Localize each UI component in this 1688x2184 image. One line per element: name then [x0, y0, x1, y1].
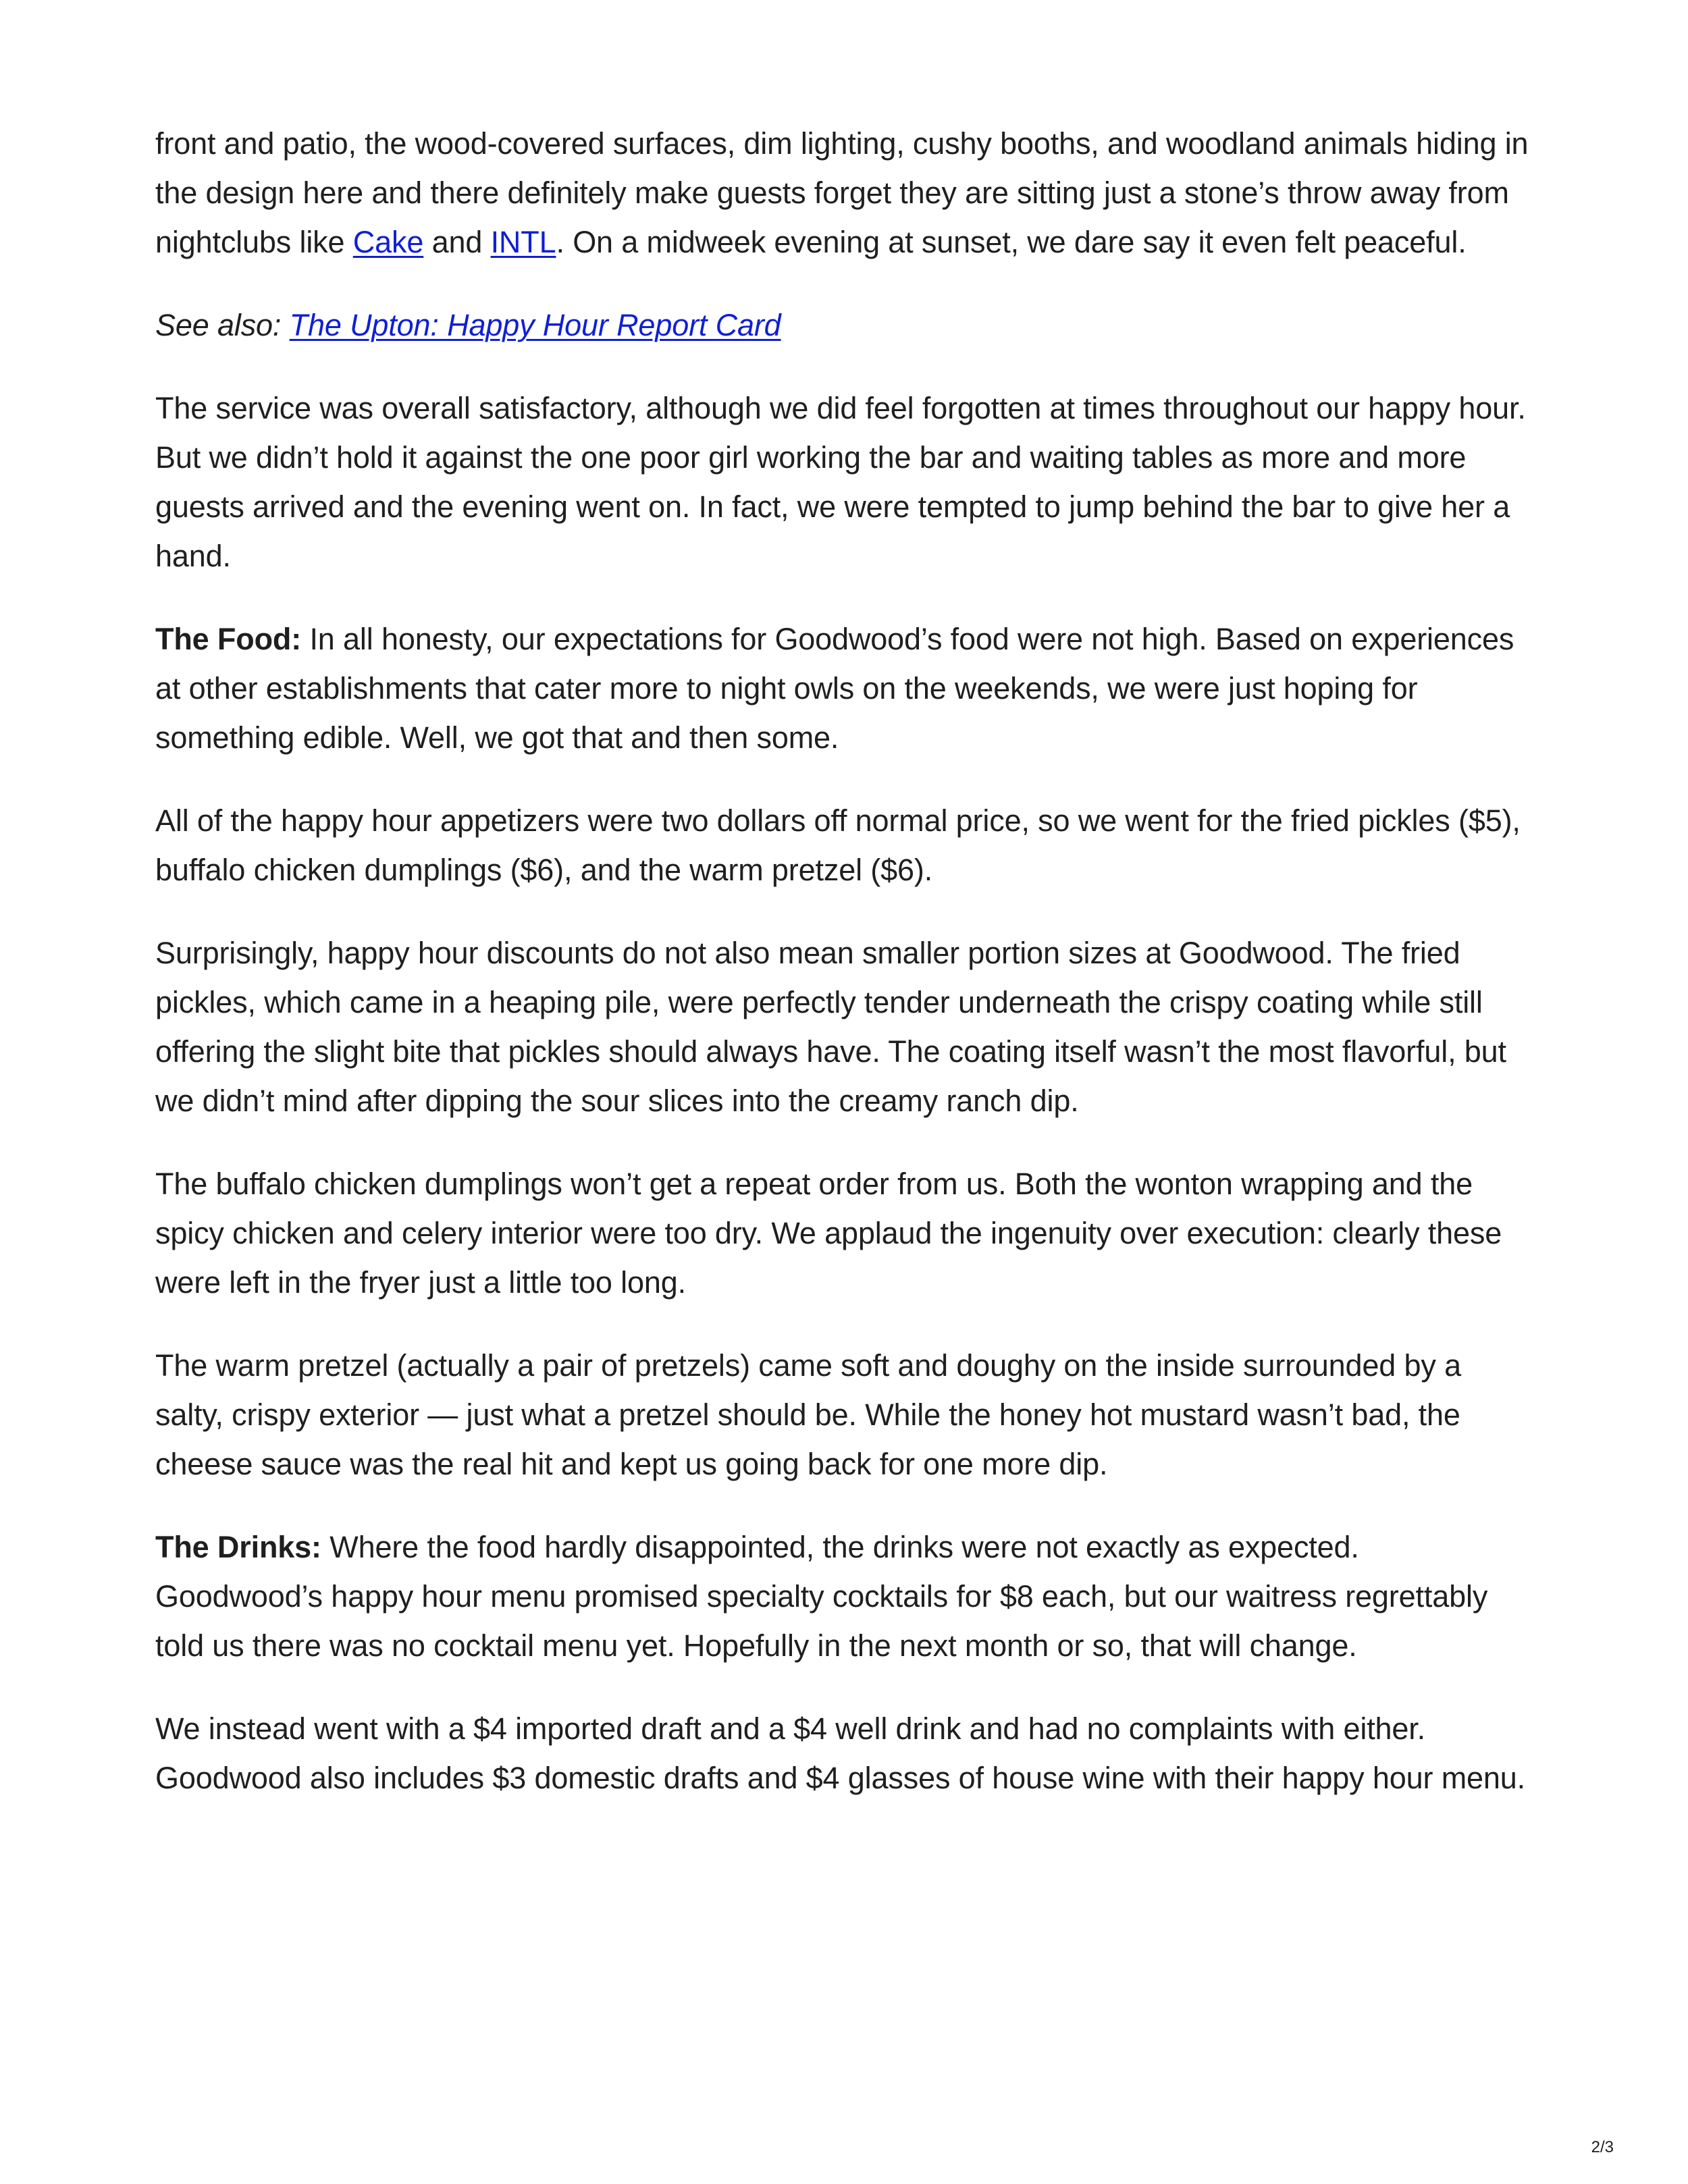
section-label-drinks: The Drinks:: [155, 1530, 321, 1564]
paragraph-text: . On a midweek evening at sunset, we dare say it even felt peaceful.: [556, 225, 1467, 259]
paragraph-service: The service was overall satisfactory, although we did feel forgotten at times throughout our happy hour. But we didn’t hold it against the one poor girl working the bar and waiting tables as more and more guests arrived and the evening went on. In fact, we were tempted to jump behind the bar to give her a hand.: [155, 391, 1526, 573]
link-cake[interactable]: Cake: [352, 225, 424, 259]
paragraph-drinks-order: We instead went with a $4 imported draft and a $4 well drink and had no complaints with either. Goodwood also includes $3 domestic drafts and $4 glasses of house wine with their happy hour menu.: [155, 1711, 1526, 1795]
paragraph-text: Where the food hardly disappointed, the drinks were not exactly as expected. Goodwood’s happy hour menu promised specialty cocktails for $8 each, but our waitress regrettably told us there was no cocktail menu yet. Hopefully in the next month or so, that will change.: [155, 1530, 1488, 1663]
paragraph-food-intro: [155, 614, 1533, 762]
link-intl[interactable]: INTL: [490, 225, 556, 259]
paragraph-appetizers: All of the happy hour appetizers were two dollars off normal price, so we went for the fried pickles ($5), buffalo chicken dumplings ($6), and the warm pretzel ($6).: [155, 803, 1521, 887]
paragraph-pretzel: The warm pretzel (actually a pair of pretzels) came soft and doughy on the inside surrounded by a salty, crispy exterior — just what a pretzel should be. While the honey hot mustard wasn’t bad, the cheese sauce was the real hit and kept us going back for one more dip.: [155, 1348, 1461, 1481]
paragraph-pickles: Surprisingly, happy hour discounts do not also mean smaller portion sizes at Goodwood. The fried pickles, which came in a heaping pile, were perfectly tender underneath the crispy coating while still offering the slight bite that pickles should always have. The coating itself wasn’t the most flavorful, but we didn’t mind after dipping the sour slices into the creamy ranch dip.: [155, 936, 1506, 1118]
see-also-prefix: See also:: [155, 308, 290, 342]
section-label-food: The Food:: [155, 622, 302, 656]
paragraph-text: In all honesty, our expectations for Goodwood’s food were not high. Based on experiences at other establishments that cater more to night owls on the weekends, we were just hoping for something edible. Well, we got that and then some.: [155, 622, 1514, 755]
see-also-line: [155, 300, 1533, 350]
paragraph-dumplings: The buffalo chicken dumplings won’t get a repeat order from us. Both the wonton wrapping and the spicy chicken and celery interior were too dry. We applaud the ingenuity over execution: clearly these were left in the fryer just a little too long.: [155, 1167, 1502, 1300]
article-body: [155, 119, 1533, 1803]
page-number: 2/3: [1591, 2138, 1614, 2156]
paragraph-text: and: [423, 225, 491, 259]
link-upton-report-card[interactable]: The Upton: Happy Hour Report Card: [289, 308, 781, 342]
paragraph-drinks-intro: [155, 1522, 1533, 1670]
paragraph-atmosphere: [155, 119, 1533, 267]
paragraph-text: front and patio, the wood-covered surfaces, dim lighting, cushy booths, and woodland animals hiding in the design here and there definitely make guests forget they are sitting just a stone’s throw away from nightclubs like: [155, 126, 1529, 259]
